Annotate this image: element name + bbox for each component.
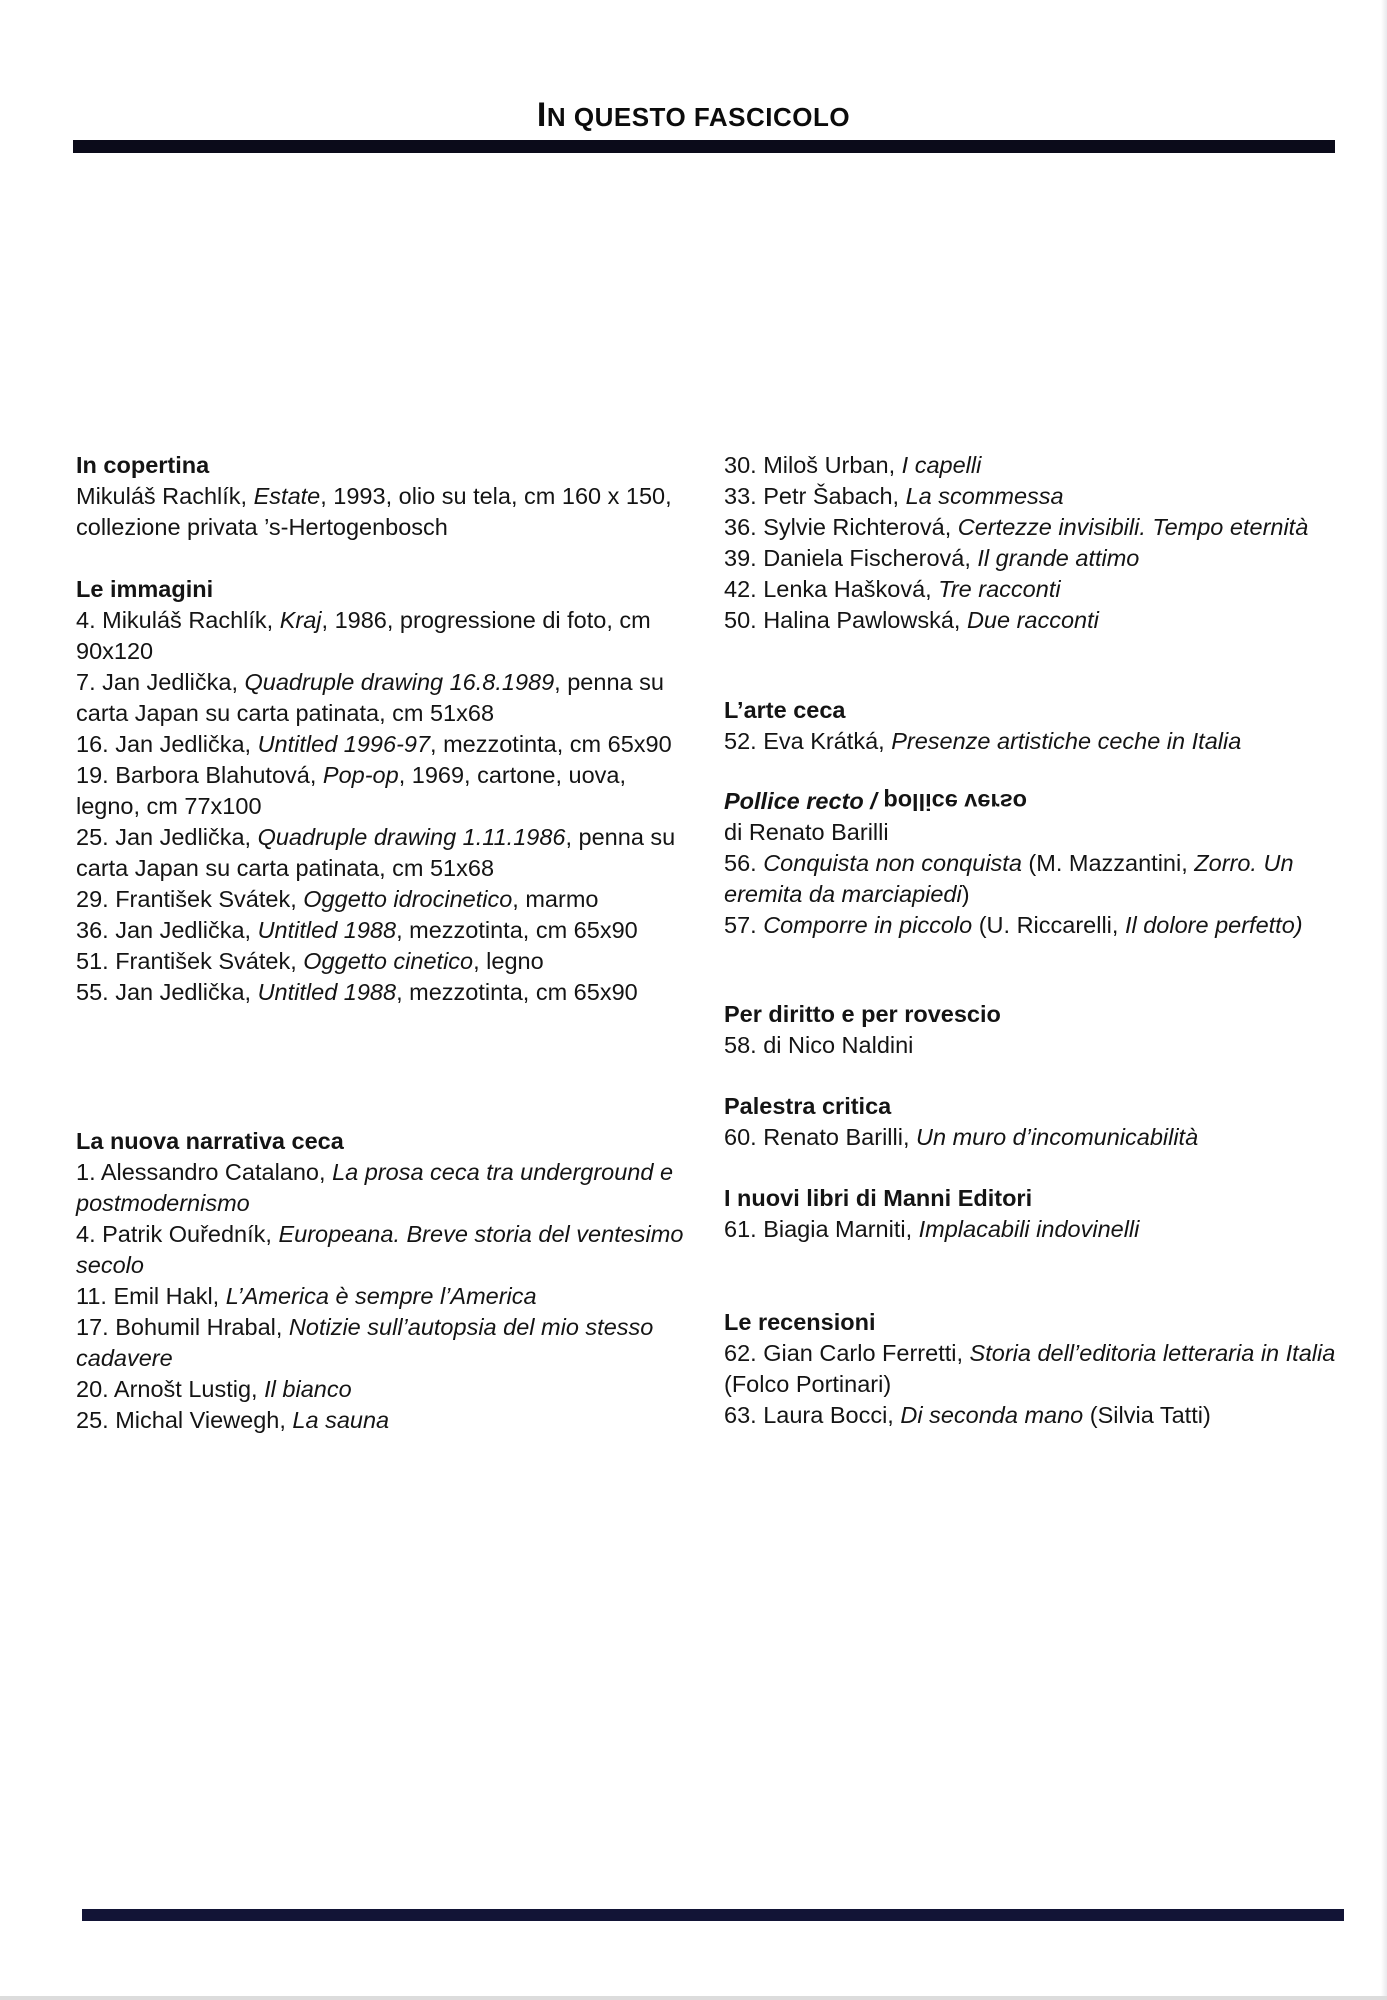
section-per-diritto [724, 999, 1364, 1061]
entry-text: 7. Jan Jedlička, [76, 669, 245, 695]
toc-entry [724, 817, 1364, 848]
toc-entry [76, 729, 696, 760]
toc-entry [76, 481, 696, 543]
entry-text: 61. Biagia Marniti, [724, 1216, 919, 1242]
section-heading-text: Pollice recto / [724, 788, 884, 814]
entry-title-italic: Untitled 1988 [257, 979, 397, 1005]
section-arte-ceca [724, 695, 1364, 757]
entry-text: (M. Mazzantini, [1021, 850, 1195, 876]
entry-text: 63. Laura Bocci, [724, 1402, 901, 1428]
entry-title-italic: La sauna [292, 1407, 390, 1433]
toc-entry [724, 512, 1364, 543]
toc-entry [76, 760, 696, 822]
section-heading [724, 1091, 1364, 1122]
toc-entry [724, 910, 1364, 941]
toc-entry [724, 848, 1364, 910]
entry-text: 4. Patrik Ouředník, [76, 1221, 279, 1247]
entry-text: , mezzotinta, cm 65x90 [396, 979, 638, 1005]
section-heading-text: In copertina [76, 452, 210, 478]
page-title-rest: N QUESTO FASCICOLO [546, 102, 851, 132]
section-heading [724, 786, 1364, 817]
entry-text: , mezzotinta, cm 65x90 [396, 917, 638, 943]
section-palestra-critica [724, 1091, 1364, 1153]
entry-text: (Silvia Tatti) [1083, 1402, 1211, 1428]
scan-edge-shadow [1381, 0, 1387, 2000]
entry-title-italic: Due racconti [966, 607, 1099, 633]
entry-text: , 1993, olio su tela, cm 160 x 150, collezione privata ’s-Hertogenbosch [76, 483, 672, 540]
section-heading-text: Le recensioni [724, 1309, 876, 1335]
entry-title-italic: Estate [253, 483, 321, 509]
toc-entry [76, 1312, 696, 1374]
section-le-immagini [76, 574, 696, 1008]
toc-entry [76, 1219, 696, 1281]
section-nuovi-libri [724, 1183, 1364, 1245]
entry-text: (U. Riccarelli, [972, 912, 1125, 938]
entry-text: , penna su carta Japan su carta patinata, cm 51x68 [76, 669, 664, 726]
entry-title-italic: L’America è sempre l’America [225, 1283, 537, 1309]
entry-text: 25. Michal Viewegh, [76, 1407, 293, 1433]
entry-title-italic: Un muro d’incomunicabilità [916, 1124, 1199, 1150]
section-recensioni [724, 1307, 1364, 1431]
entry-text: ) [961, 881, 970, 907]
entry-text: , marmo [512, 886, 599, 912]
toc-entry [724, 605, 1364, 636]
entry-text: 60. Renato Barilli, [724, 1124, 917, 1150]
entry-text: 56. [724, 850, 764, 876]
entry-title-italic: Europeana. Breve storia del ventesimo secolo [76, 1221, 684, 1278]
entry-text: 50. Halina Pawlowská, [724, 607, 967, 633]
section-heading [724, 1307, 1364, 1338]
section-heading-text: Per diritto e per rovescio [724, 1001, 1001, 1027]
entry-title-italic: La prosa ceca tra underground e postmodernismo [76, 1159, 674, 1216]
toc-entry [724, 726, 1364, 757]
entry-text: Mikuláš Rachlík, [76, 483, 254, 509]
entry-title-italic: Di seconda mano [900, 1402, 1084, 1428]
entry-title-italic: Untitled 1988 [257, 917, 397, 943]
entry-title-italic: Certezze invisibili. Tempo eternità [957, 514, 1309, 540]
entry-title-italic: Quadruple drawing 16.8.1989 [244, 669, 555, 695]
toc-entry [76, 1281, 696, 1312]
entry-text: , 1969, cartone, uova, legno, cm 77x100 [76, 762, 627, 819]
section-nuova-narrativa [76, 1126, 696, 1436]
page-title [0, 96, 1387, 135]
entry-text: 58. di Nico Naldini [724, 1032, 914, 1058]
section-heading [724, 999, 1364, 1030]
entry-title-italic: Kraj [279, 607, 322, 633]
toc-entry [76, 667, 696, 729]
scan-bottom-edge [0, 1996, 1387, 2000]
entry-title-italic: I capelli [901, 452, 982, 478]
toc-entry [724, 1214, 1364, 1245]
entry-text: (Folco Portinari) [724, 1371, 892, 1397]
entry-text: 17. Bohumil Hrabal, [76, 1314, 289, 1340]
section-heading [724, 1183, 1364, 1214]
entry-title-italic: Untitled 1996-97 [257, 731, 431, 757]
entry-text: 1. Alessandro Catalano, [76, 1159, 333, 1185]
toc-entry [724, 1030, 1364, 1061]
entry-text: 57. [724, 912, 764, 938]
toc-entry [76, 1405, 696, 1436]
entry-title-italic: Oggetto idrocinetico [303, 886, 513, 912]
section-heading-text: I nuovi libri di Manni Editori [724, 1185, 1033, 1211]
toc-entry [724, 1400, 1364, 1431]
entry-text: , legno [473, 948, 544, 974]
entry-text: , penna su carta Japan su carta patinata, cm 51x68 [76, 824, 676, 881]
entry-title-italic: Conquista non conquista [763, 850, 1022, 876]
entry-text: , 1986, progressione di foto, cm 90x120 [76, 607, 651, 664]
entry-text: 29. František Svátek, [76, 886, 304, 912]
entry-text: 62. Gian Carlo Ferretti, [724, 1340, 970, 1366]
entry-text: 30. Miloš Urban, [724, 452, 902, 478]
toc-entry [724, 1338, 1364, 1400]
entry-title-italic: Comporre in piccolo [763, 912, 973, 938]
entry-text: , mezzotinta, cm 65x90 [430, 731, 672, 757]
entry-text: 11. Emil Hakl, [76, 1283, 226, 1309]
section-pollice-recto [724, 786, 1364, 941]
entry-title-italic: Oggetto cinetico [303, 948, 474, 974]
toc-entry [724, 481, 1364, 512]
header-rule [73, 140, 1335, 153]
entry-title-italic: Quadruple drawing 1.11.1986 [257, 824, 566, 850]
entry-title-italic: Il dolore perfetto) [1124, 912, 1303, 938]
entry-text: 36. Sylvie Richterová, [724, 514, 958, 540]
toc-entry [724, 574, 1364, 605]
page-title-initial: I [536, 96, 547, 134]
toc-entry [76, 1374, 696, 1405]
entry-title-italic: Tre racconti [938, 576, 1061, 602]
section-heading [76, 1126, 696, 1157]
toc-entry [76, 915, 696, 946]
entry-text: 20. Arnošt Lustig, [76, 1376, 265, 1402]
section-heading [76, 450, 696, 481]
section-heading-text: Le immagini [76, 576, 214, 602]
toc-entry [76, 884, 696, 915]
entry-text: 16. Jan Jedlička, [76, 731, 258, 757]
toc-entry [76, 977, 696, 1008]
entry-title-italic: Notizie sull’autopsia del mio stesso cadavere [76, 1314, 654, 1371]
entry-text: di Renato Barilli [724, 819, 889, 845]
section-heading-text: Palestra critica [724, 1093, 892, 1119]
toc-entry [76, 946, 696, 977]
toc-entry [76, 605, 696, 667]
section-in-copertina [76, 450, 696, 543]
entry-title-italic: Presenze artistiche ceche in Italia [891, 728, 1242, 754]
entry-text: 4. Mikuláš Rachlík, [76, 607, 280, 633]
entry-text: 42. Lenka Hašková, [724, 576, 939, 602]
toc-entry [724, 543, 1364, 574]
entry-title-italic: Il bianco [264, 1376, 352, 1402]
entry-title-italic: La scommessa [905, 483, 1064, 509]
toc-entry [724, 1122, 1364, 1153]
toc-entry [724, 450, 1364, 481]
section-heading [76, 574, 696, 605]
entry-text: 39. Daniela Fischerová, [724, 545, 978, 571]
toc-entry [76, 822, 696, 884]
entry-text: 36. Jan Jedlička, [76, 917, 258, 943]
entry-text: 19. Barbora Blahutová, [76, 762, 323, 788]
entry-title-italic: Pop-op [322, 762, 399, 788]
entry-text: 52. Eva Krátká, [724, 728, 892, 754]
entry-title-italic: Il grande attimo [977, 545, 1140, 571]
section-heading-text: La nuova narrativa ceca [76, 1128, 344, 1154]
section-heading [724, 695, 1364, 726]
entry-text: 55. Jan Jedlička, [76, 979, 258, 1005]
section-narrativa-continued [724, 450, 1364, 636]
entry-title-italic: Implacabili indovinelli [918, 1216, 1140, 1242]
footer-rule [82, 1909, 1344, 1921]
section-heading-flipped-text: pollice verso [883, 789, 1028, 815]
section-heading-text: L’arte ceca [724, 697, 846, 723]
entry-title-italic: Storia dell’editoria letteraria in Italia [969, 1340, 1336, 1366]
toc-entry [76, 1157, 696, 1219]
entry-title-italic: Zorro. Un eremita da marciapiedi [724, 850, 1294, 907]
entry-text: 25. Jan Jedlička, [76, 824, 258, 850]
entry-text: 33. Petr Šabach, [724, 483, 906, 509]
entry-text: 51. František Svátek, [76, 948, 304, 974]
